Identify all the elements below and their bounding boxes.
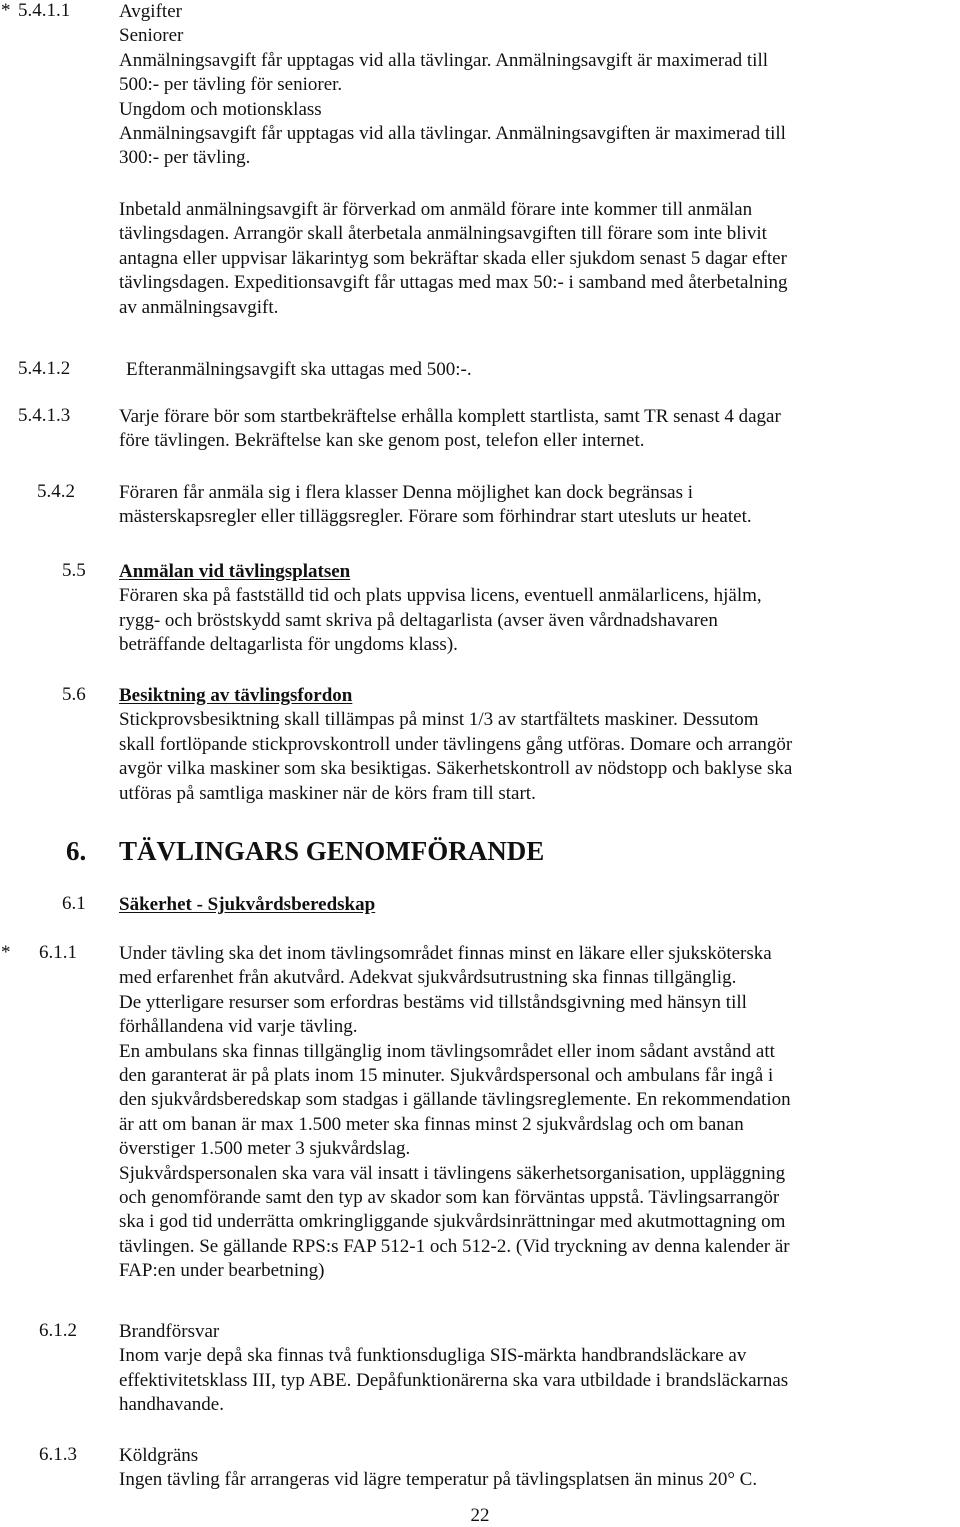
section-body	[119, 0, 957, 171]
text-line: handhavande.	[119, 1394, 224, 1416]
section-number: 5.4.1.2	[18, 358, 71, 379]
text-line: Efteranmälningsavgift ska uttagas med 500:-.	[126, 359, 472, 380]
change-marker: *	[1, 942, 11, 963]
section-title: Säkerhet - Sjukvårdsberedskap	[119, 894, 376, 915]
text-line: den sjukvårdsberedskap som stadgas i gällande tävlingsreglemente. En rekommendation	[119, 1089, 791, 1111]
text-line: Varje förare bör som startbekräftelse erhålla komplett startlista, samt TR senast 4 dagar	[119, 406, 781, 427]
text-line: med erfarenhet från akutvård. Adekvat sjukvårdsutrustning ska finnas tillgänglig.	[119, 967, 737, 989]
section-number: 6.1.2	[39, 1320, 77, 1341]
section-body	[119, 560, 957, 658]
paragraph	[119, 198, 957, 320]
text-line: tävlingsdagen. Arrangör skall återbetala anmälningsavgiften till förare som inte blivit	[119, 223, 767, 245]
text-line: Inom varje depå ska finnas två funktionsdugliga SIS-märkta handbrandsläckare av	[119, 1345, 747, 1367]
text-line: antagna eller uppvisar läkarintyg som bekräftar skada eller sjukdom senast 5 dagar efter	[119, 247, 787, 269]
section-body	[119, 1320, 957, 1418]
section-number: 6.1.1	[39, 942, 77, 963]
text-line: och genomförande samt den typ av skador som kan förväntas uppstå. Tävlingsarrangör	[119, 1187, 780, 1209]
text-line: av anmälningsavgift.	[119, 296, 279, 318]
text-line: utföras på samtliga maskiner när de körs fram till start.	[119, 782, 536, 804]
section-body	[119, 893, 957, 917]
text-line: förhållandena vid varje tävling.	[119, 1016, 358, 1038]
text-line: tävlingen. Se gällande RPS:s FAP 512-1 och 512-2. (Vid tryckning av denna kalender är	[119, 1235, 790, 1257]
text-line: FAP:en under bearbetning)	[119, 1260, 325, 1282]
text-line: skall fortlöpande stickprovskontroll under tävlingens gång utföras. Domare och arrangör	[119, 733, 793, 755]
text-line: En ambulans ska finnas tillgänglig inom tävlingsområdet eller inom sådant avstånd att	[119, 1040, 775, 1062]
section-number: 5.6	[62, 684, 86, 705]
section-body	[119, 405, 957, 454]
section-body	[119, 942, 957, 1284]
section-title: Besiktning av tävlingsfordon	[119, 685, 353, 706]
text-line: 500:- per tävling för seniorer.	[119, 74, 343, 96]
section-number: 6.1.3	[39, 1444, 77, 1465]
text-line: effektivitetsklass III, typ ABE. Depåfunktionärerna ska vara utbildade i brandsläckarnas	[119, 1369, 789, 1391]
section-number: 5.5	[62, 560, 86, 581]
section-heading: Avgifter	[119, 1, 182, 22]
text-line: Ingen tävling får arrangeras vid lägre temperatur på tävlingsplatsen än minus 20° C.	[119, 1469, 758, 1491]
section-number: 6.1	[62, 893, 86, 914]
text-line: rygg- och bröstskydd samt skriva på deltagarlista (avser även vårdnadshavaren	[119, 609, 718, 631]
text-line: ska i god tid underrätta omkringliggande sjukvårdsinrättningar med akutmottagning om	[119, 1211, 786, 1233]
text-line: 300:- per tävling.	[119, 147, 251, 169]
chapter-title: TÄVLINGARS GENOMFÖRANDE	[119, 836, 545, 866]
section-heading: Brandförsvar	[119, 1321, 220, 1342]
page-number: 22	[470, 1505, 490, 1526]
chapter-number: 6.	[66, 836, 87, 866]
section-body	[126, 358, 960, 382]
text-line: Inbetald anmälningsavgift är förverkad om anmäld förare inte kommer till anmälan	[119, 199, 753, 220]
section-number: 5.4.1.1	[18, 0, 71, 21]
section-number: 5.4.1.3	[18, 405, 71, 426]
text-line: Under tävling ska det inom tävlingsområdet finnas minst en läkare eller sjuksköterska	[119, 943, 772, 964]
text-line: är att om banan är max 1.500 meter ska finnas minst 2 sjukvårdslag och om banan	[119, 1113, 744, 1135]
text-line: De ytterligare resurser som erfordras bestäms vid tillståndsgivning med hänsyn till	[119, 991, 747, 1013]
text-line: Anmälningsavgift får upptagas vid alla tävlingar. Anmälningsavgift är maximerad till	[119, 49, 769, 71]
text-line: Föraren ska på fastställd tid och plats uppvisa licens, eventuell anmälarlicens, hjälm,	[119, 585, 762, 607]
text-line: beträffande deltagarlista för ungdoms klass).	[119, 634, 458, 656]
subheading: Seniorer	[119, 25, 184, 47]
text-line: Sjukvårdspersonalen ska vara väl insatt i tävlingens säkerhetsorganisation, uppläggning	[119, 1162, 786, 1184]
section-number: 5.4.2	[37, 481, 75, 502]
section-body	[119, 481, 957, 530]
subheading: Ungdom och motionsklass	[119, 98, 322, 120]
text-line: avgör vilka maskiner som ska besiktigas. Säkerhetskontroll av nödstopp och baklyse ska	[119, 758, 793, 780]
section-heading: Köldgräns	[119, 1445, 199, 1466]
text-line: före tävlingen. Bekräftelse kan ske genom post, telefon eller internet.	[119, 430, 645, 452]
section-body	[119, 684, 957, 806]
text-line: mästerskapsregler eller tilläggsregler. Förare som förhindrar start utesluts ur heatet.	[119, 506, 752, 528]
text-line: tävlingsdagen. Expeditionsavgift får uttagas med max 50:- i samband med återbetalning	[119, 272, 788, 294]
text-line: Anmälningsavgift får upptagas vid alla tävlingar. Anmälningsavgiften är maximerad till	[119, 123, 786, 145]
change-marker: *	[1, 0, 11, 21]
text-line: Stickprovsbesiktning skall tillämpas på minst 1/3 av startfältets maskiner. Dessutom	[119, 709, 759, 731]
text-line: Föraren får anmäla sig i flera klasser Denna möjlighet kan dock begränsas i	[119, 482, 694, 503]
section-body	[119, 1444, 957, 1493]
text-line: den garanterat är på plats inom 15 minuter. Sjukvårdspersonal och ambulans får ingå i	[119, 1065, 774, 1087]
section-title: Anmälan vid tävlingsplatsen	[119, 561, 351, 582]
text-line: överstiger 1.500 meter 3 sjukvårdslag.	[119, 1138, 411, 1160]
